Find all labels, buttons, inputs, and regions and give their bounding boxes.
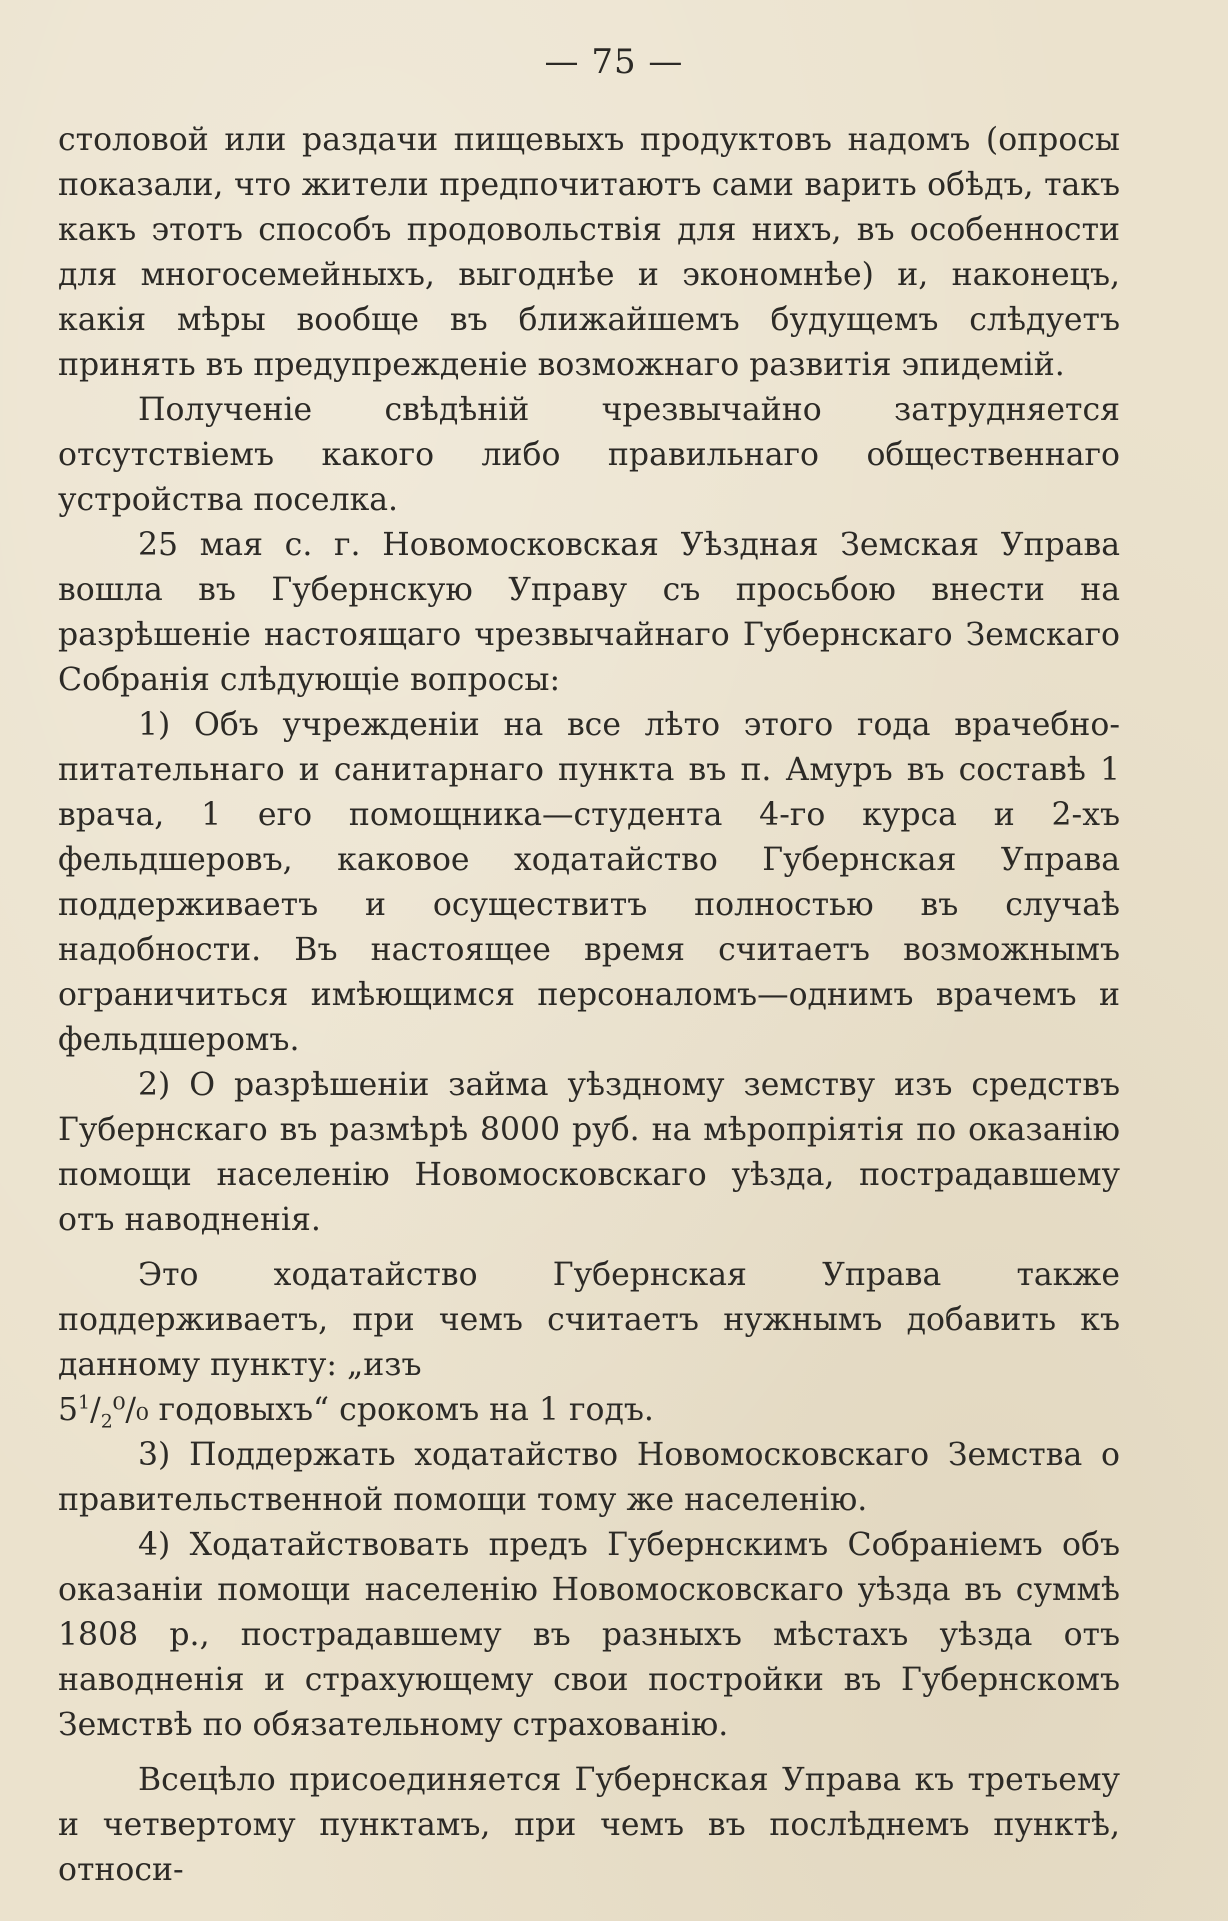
paragraph-1: столовой или раздачи пищевыхъ продуктовъ надомъ (опросы показали, что жители предпочитаютъ сами варить обѣдъ, такъ какъ этотъ способъ продовольствія для нихъ, въ особенности для многосемейныхъ, выгоднѣе и экономнѣе) и, наконецъ, какія мѣры вообще въ ближайшемъ будущемъ слѣдуетъ принять въ предупрежденіе возможнаго развитія эпидемій. bbox=[58, 122, 1120, 383]
paragraph-9: Всецѣло присоединяется Губернская Управа къ третьему и четвертому пунктамъ, при чемъ въ послѣднемъ пунктѣ, относи- bbox=[58, 1762, 1120, 1888]
rate-whole: 5 bbox=[58, 1392, 79, 1428]
paragraph-4: 1) Объ учрежденіи на все лѣто этого года врачебно-питательнаго и санитарнаго пункта въ п. Амуръ въ составѣ 1 врача, 1 его помощника—студента 4-го курса и 2-хъ фельдшеровъ, каковое ходатайство Губернская Управа поддерживаетъ и осуществитъ полностью въ случаѣ надобности. Въ настоящее время считаетъ возможнымъ ограничиться имѣющимся персоналомъ—однимъ врачемъ и фельдшеромъ. bbox=[58, 707, 1120, 1058]
rate-rest: годовыхъ“ срокомъ на 1 годъ. bbox=[148, 1392, 654, 1428]
rate-denominator: 2 bbox=[100, 1410, 113, 1433]
paragraph-2: Полученіе свѣдѣній чрезвычайно затрудняется отсутствіемъ какого либо правильнаго общественнаго устройства поселка. bbox=[58, 392, 1120, 518]
paragraph-7: 3) Поддержать ходатайство Новомосковскаго Земства о правительственной помощи тому же населенію. bbox=[58, 1437, 1120, 1518]
paragraph-6: Это ходатайство Губернская Управа также поддерживаетъ, при чемъ считаетъ нужнымъ добавить къ данному пункту: „изъ $5^1/_2^0/_0$ годовыхъ“ срокомъ на 1 годъ. bbox=[58, 1257, 1120, 1433]
body-text bbox=[58, 118, 1120, 1893]
rate-numerator: 1 bbox=[78, 1391, 91, 1414]
page-number: — 75 — bbox=[544, 42, 684, 82]
paragraph-8: 4) Ходатайствовать предъ Губернскимъ Собраніемъ объ оказаніи помощи населенію Новомосковскаго уѣзда въ суммѣ 1808 р., пострадавшему въ разныхъ мѣстахъ уѣзда отъ наводненія и страхующему свои постройки въ Губернскомъ Земствѣ по обязательному страхованію. bbox=[58, 1527, 1120, 1743]
rate-percent: ⁰/₀ bbox=[112, 1392, 149, 1428]
paragraph-6-text: Это ходатайство Губернская Управа также поддерживаетъ, при чемъ считаетъ нужнымъ добавить къ данному пункту: „изъ bbox=[58, 1257, 1120, 1383]
paragraph-3: 25 мая с. г. Новомосковская Уѣздная Земская Управа вошла въ Губернскую Управу съ просьбою внести на разрѣшеніе настоящаго чрезвычайнаго Губернскаго Земскаго Собранія слѣдующіе вопросы: bbox=[58, 527, 1120, 698]
paragraph-5: 2) О разрѣшеніи займа уѣздному земству изъ средствъ Губернскаго въ размѣрѣ 8000 руб. на мѣропріятія по оказанію помощи населенію Новомосковскаго уѣзда, пострадавшему отъ наводненія. bbox=[58, 1067, 1120, 1238]
